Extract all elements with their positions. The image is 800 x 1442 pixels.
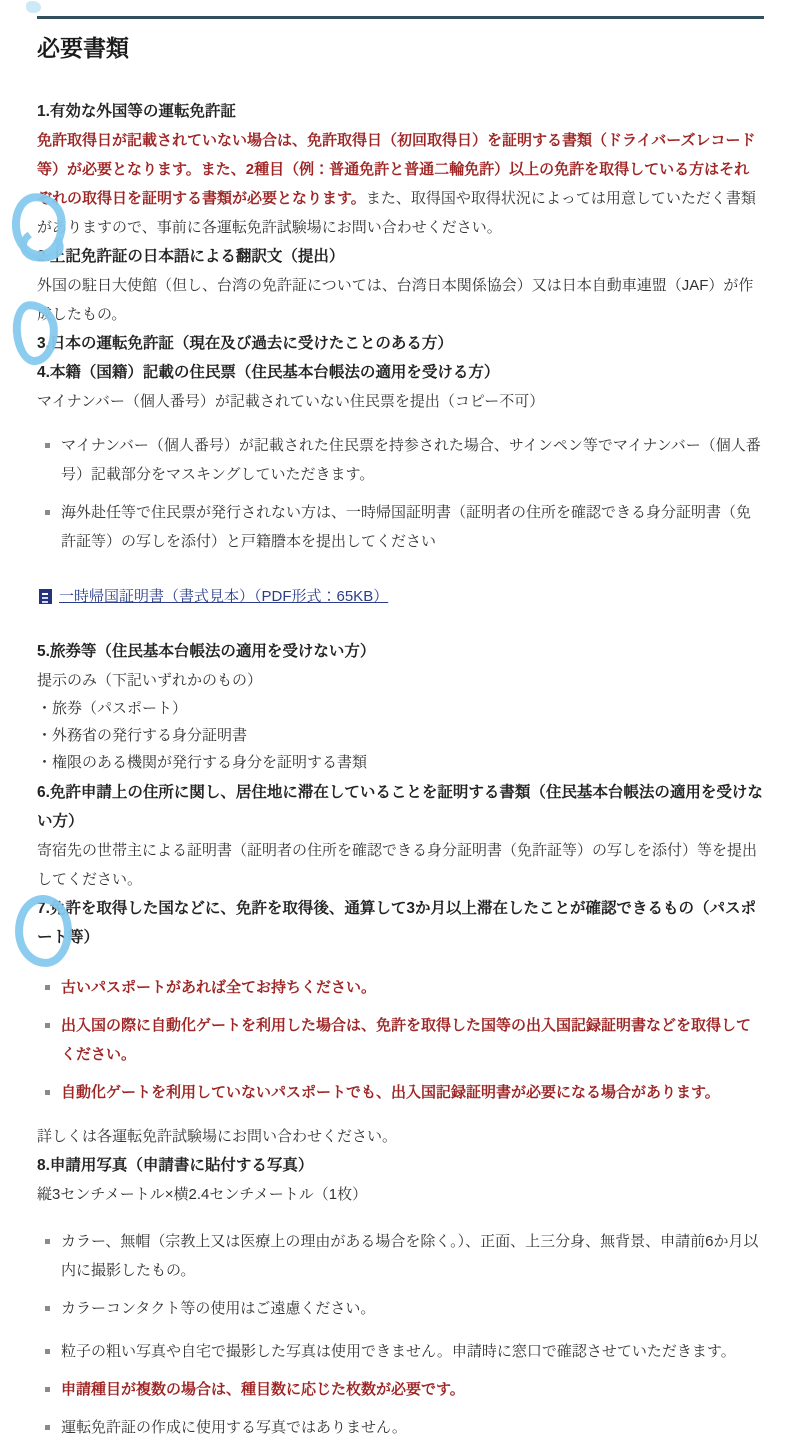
section-5-body: 提示のみ（下記いずれかのもの） <box>37 672 263 689</box>
section-4-heading: 4.本籍（国籍）記載の住民票（住民基本台帳法の適用を受ける方） <box>37 364 500 381</box>
section-1-body <box>37 126 764 242</box>
list-item: マイナンバー（個人番号）が記載された住民票を持参された場合、サインペン等でマイナンバー（個人番号）記載部分をマスキングしていただきます。 <box>37 431 764 489</box>
list-item: 自動化ゲートを利用していないパスポートでも、出入国記録証明書が必要になる場合があります。 <box>37 1078 764 1107</box>
list-item: 申請種目が複数の場合は、種目数に応じた枚数が必要です。 <box>37 1375 764 1404</box>
section-1-red-text: 免許取得日が記載されていない場合は、免許取得日（初回取得日）を証明する書類（ドライバーズレコード等）が必要となります。また、2種目（例：普通免許と普通二輪免許）以上の免許を取得している方はそれぞれの取得日を証明する書類が必要となります。 <box>37 132 756 207</box>
section-6-heading: 6.免許申請上の住所に関し、居住地に滞在していることを証明する書類（住民基本台帳法の適用を受けない方） <box>37 784 763 830</box>
list-item: 古いパスポートがあれば全てお持ちください。 <box>37 973 764 1002</box>
section-4-bullet-list <box>37 431 764 556</box>
section-8-bullet-list <box>37 1227 764 1442</box>
list-item: 海外赴任等で住民票が発行されない方は、一時帰国証明書（証明者の住所を確認できる身分証明書（免許証等）の写しを添付）と戸籍謄本を提出してください <box>37 498 764 556</box>
pdf-link-row <box>39 582 764 611</box>
list-item: カラー、無帽（宗教上又は医療上の理由がある場合を除く。）、正面、上三分身、無背景、申請前6か月以内に撮影したもの。 <box>37 1227 764 1285</box>
list-item: 運転免許証の作成に使用する写真ではありません。 <box>37 1413 764 1442</box>
section-6-body: 寄宿先の世帯主による証明書（証明者の住所を確認できる身分証明書（免許証等）の写しを添付）等を提出してください。 <box>37 842 758 888</box>
list-item: ・外務省の発行する身分証明書 <box>37 727 248 744</box>
list-item: ・権限のある機関が発行する身分を証明する書類 <box>37 754 368 771</box>
page-title: 必要書類 <box>37 35 129 61</box>
section-7-heading: 7.免許を取得した国などに、免許を取得後、通算して3か月以上滞在したことが確認できるもの（パスポート等） <box>37 900 757 946</box>
section-1-heading: 1.有効な外国等の運転免許証 <box>37 103 236 120</box>
list-item: 粒子の粗い写真や自宅で撮影した写真は使用できません。申請時に窓口で確認させていただきます。 <box>37 1337 764 1366</box>
list-item: 出入国の際に自動化ゲートを利用した場合は、免許を取得した国等の出入国記録証明書などを取得してください。 <box>37 1011 764 1069</box>
pdf-download-link[interactable]: 一時帰国証明書（書式見本）（PDF形式：65KB） <box>59 588 389 605</box>
section-2-body: 外国の駐日大使館（但し、台湾の免許証については、台湾日本関係協会）又は日本自動車連盟（JAF）が作成したもの。 <box>37 277 754 323</box>
section-4-body: マイナンバー（個人番号）が記載されていない住民票を提出（コピー不可） <box>37 393 545 410</box>
list-item: カラーコンタクト等の使用はご遠慮ください。 <box>37 1294 764 1323</box>
section-3-heading: 3.日本の運転免許証（現在及び過去に受けたことのある方） <box>37 335 453 352</box>
section-7-bullet-list <box>37 973 764 1107</box>
section-8-heading: 8.申請用写真（申請書に貼付する写真） <box>37 1157 314 1174</box>
section-7-note: 詳しくは各運転免許試験場にお問い合わせください。 <box>37 1128 398 1145</box>
top-divider <box>37 16 764 19</box>
section-5-heading: 5.旅券等（住民基本台帳法の適用を受けない方） <box>37 643 376 660</box>
section-1-normal-text: また、取得国や取得状況によっては用意していただく書類がありますので、事前に各運転免許試験場にお問い合わせください。 <box>37 190 756 236</box>
section-2-heading: 2.上記免許証の日本語による翻訳文（提出） <box>37 248 345 265</box>
section-8-body: 縦3センチメートル×横2.4センチメートル（1枚） <box>37 1186 368 1203</box>
section-5-item-list <box>37 695 764 776</box>
list-item: ・旅券（パスポート） <box>37 700 188 717</box>
pdf-file-icon <box>39 589 52 604</box>
